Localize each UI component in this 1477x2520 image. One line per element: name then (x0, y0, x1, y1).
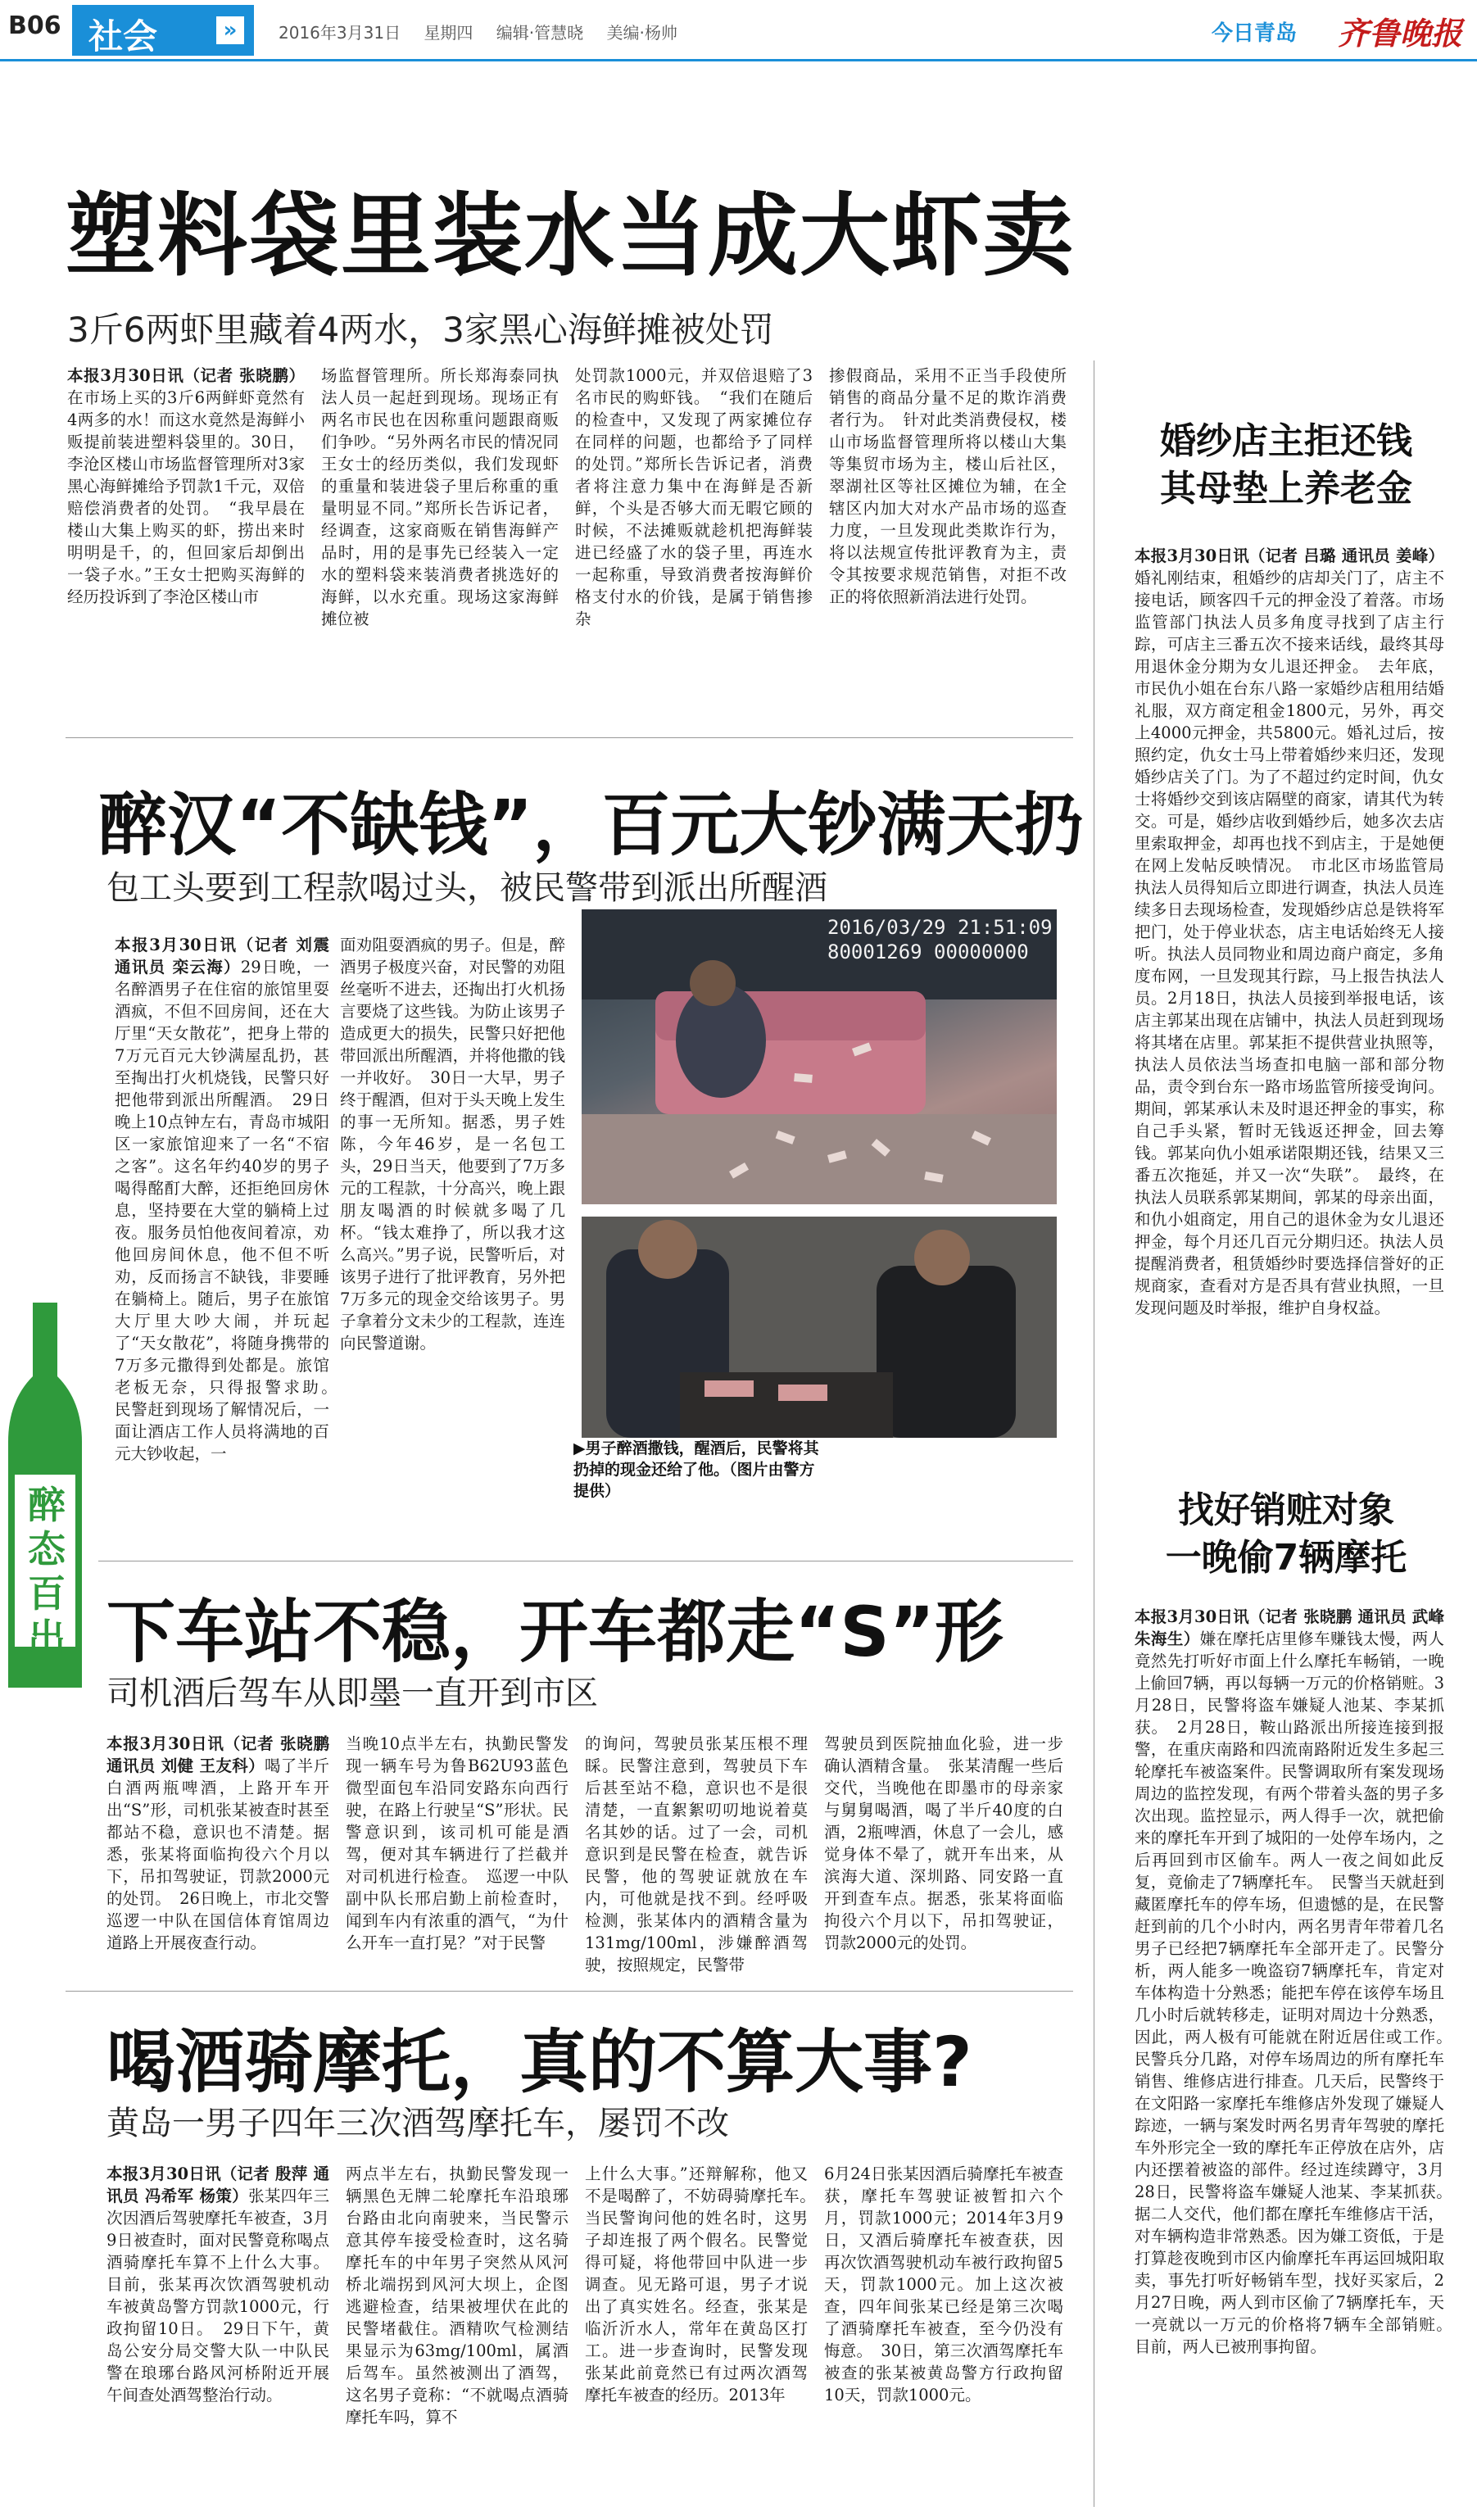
article-2-subhead: 包工头要到工程款喝过头，被民警带到派出所醒酒 (106, 869, 827, 907)
sidebar-story-2-headline-line-2: 一晚偷7辆摩托 (1165, 1537, 1407, 1579)
photo-police-return-cash (582, 1217, 1057, 1438)
bottle-label: 醉态百出 (28, 1483, 66, 1660)
article-3-subhead: 司机酒后驾车从即墨一直开到市区 (106, 1675, 598, 1712)
sidebar-story-2-headline (1114, 1487, 1458, 1582)
article-3-col-1 (106, 1733, 329, 1978)
designer-credit: 美编·杨帅 (606, 23, 677, 43)
sidebar-story-2-headline-line-1: 找好销赃对象 (1178, 1489, 1394, 1531)
article-1-col-1 (67, 365, 305, 725)
page-number: B06 (8, 11, 61, 40)
article-4-col-3: 上什么大事。”还辩解称，他又不是喝醉了，不妨碍骑摩托车。 当民警询问他的姓名时，这男子却连报了两个假名。民警觉得可疑，将他带回中队进一步调查。见无路可退，男子才说出了真实姓名。经查，张某是临沂沂水人，常年在黄岛区打工。进一步查询时，民警发现张某此前竟然已有过两次酒驾摩托车被查的经历。2013年 (585, 2164, 824, 2404)
paper-logo: 齐鲁晚报 (1337, 15, 1462, 52)
article-4-headline: 喝酒骑摩托，真的不算大事? (106, 2022, 972, 2102)
section-label: 社会 (88, 16, 158, 57)
article-1-col-4: 掺假商品，采用不正当手段使所销售的商品分量不足的欺诈消费者行为。 针对此类消费侵权，楼山市场监督管理所将以楼山大集等集贸市场为主，楼山后社区，翠湖社区等社区摊位为辅，在全辖区内加大对水产品市场的巡查力度，一旦发现此类欺诈行为，将以法规宣传批评教育为主，责令其按要求规范销售，对拒不改正的将依照新消法进行处罚。 (829, 366, 1067, 606)
issue-date: 2016年3月31日 (279, 23, 401, 43)
issue-meta (279, 20, 695, 43)
article-2-col-1 (115, 934, 346, 1557)
article-1-byline: 本报3月30日讯（记者 张晓鹏） (67, 366, 305, 385)
article-4-byline: 本报3月30日讯（记者 殷萍 通讯员 冯希军 杨策） (106, 2164, 329, 2205)
sidebar-story-1-body (1135, 545, 1444, 1483)
sidebar-story-1-headline (1114, 418, 1458, 513)
sidebar-story-2-text: 嫌在摩托店里修车赚钱太慢，两人竟然先打听好市面上什么摩托车畅销，一晚上偷回7辆，再以每辆一万元的价格销赃。3月28日，民警将盗车嫌疑人池某、李某抓获。 2月28日，鞍山路派出所接连接到报警，在重庆南路和四流南路附近发生多起三轮摩托车被盗案件。民警调取所有案发现场周边的监控发现，有两个带着头盔的男子多次出现。监控显示，两人得手一次，就把偷来的摩托车开到了城阳的一处停车场内，之后再回到市区偷车。两人一夜之间如此反复，竟偷走了7辆摩托车。 民警当天就赶到藏匿摩托车的停车场，但遗憾的是，在民警赶到前的几个小时内，两名男青年带着几名男子已经把7辆摩托车全部开走了。民警分析，两人能多一晚盗窃7辆摩托车，肯定对车体构造十分熟悉；能把车停在该停车场且几小时后就转移走，证明对周边十分熟悉，因此，两人极有可能就在附近居住或工作。 民警兵分几路，对停车场周边的所有摩托车销售、维修店进行排查。几天后，民警终于在文阳路一家摩托车维修店外发现了嫌疑人踪迹，一辆与案发时两名男青年驾驶的摩托车外形完全一致的摩托车正停放在店外，店内还摆着被盗的部件。经过连续蹲守，3月28日，民警将盗车嫌疑人池某、李某抓获。 据二人交代，他们都在摩托车维修店干活，对车辆构造非常熟悉。因为嫌工资低，于是打算趁夜晚到市区内偷摩托车再运回城阳取卖，事先打听好畅销车型，找好买家后，2月27日晚，两人到市区偷了7辆摩托车，天一亮就以一万元的价格将7辆车全部销赃。 目前，两人已被刑事拘留。 (1135, 1629, 1461, 2356)
paper-section-name: 今日青岛 (1211, 21, 1297, 46)
sidebar-story-1-text: 婚礼刚结束，租婚纱的店却关门了，店主不接电话，顾客四千元的押金没了着落。市场监管部门执法人员多角度寻找到了店主行踪，可店主三番五次不接来话线，最终其母用退休金分期为女儿退还押金。 去年底，市民仇小姐在台东八路一家婚纱店租用结婚礼服，双方商定租金1800元，另外，再交上4000元押金，共5800元。婚礼过后，按照约定，仇女士马上带着婚纱来归还，发现婚纱店关了门。为了不超过约定时间，仇女士将婚纱交到该店隔壁的商家，请其代为转交。可是，婚纱店收到婚纱后，她多次去店里索取押金，却再也找不到店主，于是她便在网上发帖反映情况。 市北区市场监管局执法人员得知后立即进行调查，执法人员连续多日去现场检查，发现婚纱店总是铁将军把门，处于停业状态，店主电话始终无人接听。执法人员同物业和周边商户商定，多角度布网，一旦发现其行踪，马上报告执法人员。2月18日，执法人员接到举报电话，该店主郭某出现在店铺中，执法人员赶到现场将其堵在店里。郭某拒不提供营业执照等，执法人员依法当场查扣电脑一部和部分物品，责令到台东一路市场监管所接受询问。期间，郭某承认未及时退还押金的事实，称自己手头紧，暂时无钱返还押金，回去筹钱。郭某向仇小姐承诺限期还钱，结果又三番五次拖延，并又一次“失联”。 最终，在执法人员联系郭某期间，郭某的母亲出面，和仇小姐商定，用自己的退休金为女儿退还押金，每个月还几百元分期归还。执法人员提醒消费者，租赁婚纱时要选择信誉好的正规商家，查看对方是否具有营业执照，一旦发现问题及时举报，维护自身权益。 (1135, 569, 1444, 1317)
article-1-col-2: 场监督管理所。所长郑海泰同执法人员一起赶到现场。现场正有两名市民也在因称重问题跟商贩们争吵。“另外两名市民的情况同王女士的经历类似，我们发现虾的重量和装进袋子里后称重的重量明显不同。”郑所长告诉记者，经调查，这家商贩在销售海鲜产品时，用的是事先已经装入一定水的塑料袋来装消费者挑选好的海鲜，以水充重。现场这家海鲜摊位被 (321, 366, 559, 628)
article-1-headline: 塑料袋里装水当成大虾卖 (66, 184, 1075, 288)
photo-camera-id: 80001269 00000000 (827, 940, 1029, 963)
article-2-col-2: 面劝阻耍酒疯的男子。但是，醉酒男子极度兴奋，对民警的劝阻丝毫听不进去，还掏出打火机扬言要烧了这些钱。为防止该男子造成更大的损失，民警只好把他带回派出所醒酒，并将他撒的钱一并收好。 30日一大早，男子终于醒酒，但对于头天晚上发生的事一无所知。据悉，男子姓陈，今年46岁，是一名包工头，29日当天，他要到了7万多元的工程款，十分高兴，晚上跟朋友喝酒的时候就多喝了几杯。“钱太难挣了，所以我才这么高兴。”男子说，民警听后，对该男子进行了批评教育，另外把7万多元的现金交给该男子。男子拿着分文未少的工程款，连连向民警道谢。 (340, 936, 565, 1353)
article-1-text-1: 在市场上买的3斤6两鲜虾竟然有4两多的水！而这水竟然是海鲜小贩提前装进塑料袋里的。30日，李沧区楼山市场监督管理所对3家黑心海鲜摊给予罚款1千元，双倍赔偿消费者的处罚。 “我早晨在楼山大集上购买的虾，捞出来时明明是千，的，但回家后却倒出一袋子水。”王女士把购买海鲜的经历投诉到了李沧区楼山市 (67, 388, 305, 606)
article-3-col-3: 的询问，驾驶员张某压根不理睬。民警注意到，驾驶员下车后甚至站不稳，意识也不是很清楚，一直絮絮叨叨地说着莫名其妙的话。过了一会，司机意识到是民警在检查，就告诉民警，他的驾驶证就放在车内，可他就是找不到。经呼吸检测，张某体内的酒精含量为131mg/100ml，涉嫌醉酒驾驶，按照规定，民警带 (585, 1734, 808, 1974)
sidebar-story-1-headline-line-2: 其母垫上养老金 (1160, 468, 1412, 510)
sidebar-story-1-byline: 本报3月30日讯（记者 吕璐 通讯员 姜峰） (1135, 546, 1444, 565)
article-4-subhead: 黄岛一男子四年三次酒驾摩托车，屡罚不改 (106, 2105, 729, 2142)
article-4-col-4: 6月24日张某因酒后骑摩托车被查获，摩托车驾驶证被暂扣六个月，罚款1000元；2014年3月9日，又酒后骑摩托车被查获，因再次饮酒驾驶机动车被行政拘留5天，罚款1000元。加上这次被查，四年间张某已经是第三次喝了酒骑摩托车被查，至今仍没有悔意。 30日，第三次酒驾摩托车被查的张某被黄岛警方行政拘留10天，罚款1000元。 (824, 2164, 1063, 2404)
article-3-col-2: 当晚10点半左右，执勤民警发现一辆车号为鲁B62U93蓝色微型面包车沿同安路东向西行驶，在路上行驶呈“S”形状。民警意识到，该司机可能是酒驾，便对其车辆进行了拦截并对司机进行检查。 巡逻一中队副中队长邢启勤上前检查时，闻到车内有浓重的酒气，“为什么开车一直打晃？”对于民警 (346, 1734, 569, 1952)
article-3-byline: 本报3月30日讯（记者 张晓鹏 通讯员 刘健 王友科） (106, 1734, 329, 1775)
sidebar-story-2-body (1135, 1606, 1461, 2507)
photo-hotel-cash (582, 909, 1057, 1204)
sidebar-story-2-byline: 本报3月30日讯（记者 张晓鹏 通讯员 武峰 朱海生） (1135, 1607, 1444, 1648)
article-1-subhead: 3斤6两虾里藏着4两水，3家黑心海鲜摊被处罚 (67, 310, 774, 350)
article-4-text-1: 张某四年三次因酒后驾驶摩托车被查，3月9日被查时，面对民警竟称喝点酒骑摩托车算不上什么大事。目前，张某再次饮酒驾驶机动车被黄岛警方罚款1000元，行政拘留10日。 29日下午，黄岛公安分局交警大队一中队民警在琅琊台路风河桥附近开展午间查处酒驾整治行动。 (106, 2187, 329, 2404)
article-3-col-4: 驾驶员到医院抽血化验，进一步确认酒精含量。 张某清醒一些后交代，当晚他在即墨市的母亲家与舅舅喝酒，喝了半斤40度的白酒，2瓶啤酒，休息了一会儿，感觉身体不晕了，就开车出来，从滨海大道、深圳路、同安路一直开到查车点。据悉，张某将面临拘役六个月以下，吊扣驾驶证，罚款2000元的处罚。 (824, 1734, 1063, 1952)
photo-caption: ▶男子醉酒撒钱，醒酒后，民警将其扔掉的现金还给了他。（图片由警方提供） (573, 1439, 819, 1500)
divider (66, 737, 1073, 738)
article-3-text-1: 喝了半斤白酒两瓶啤酒，上路开车开出“S”形，司机张某被查时甚至都站不稳，意识也不清楚。据悉，张某将面临拘役六个月以下，吊扣驾驶证，罚款2000元的处罚。 26日晚上，市北交警巡逻一中队在国信体育馆周边道路上开展夜查行动。 (106, 1756, 329, 1952)
photo-timestamp: 2016/03/29 21:51:09 (827, 916, 1053, 939)
sidebar-story-1-headline-line-1: 婚纱店主拒还钱 (1160, 420, 1412, 462)
editor-credit: 编辑·管慧晓 (496, 23, 584, 43)
article-4-col-2: 两点半左右，执勤民警发现一辆黑色无牌二轮摩托车沿琅琊台路由北向南驶来，当民警示意其停车接受检查时，这名骑摩托车的中年男子突然从风河桥北端拐到风河大坝上，企图逃避检查，结果被埋伏在此的民警堵截住。酒精吹气检测结果显示为63mg/100ml，属酒后驾车。虽然被测出了酒驾，这名男子竟称：“不就喝点酒骑摩托车吗，算不 (346, 2164, 569, 2427)
article-3-headline: 下车站不稳，开车都走“S”形 (106, 1592, 1004, 1672)
section-tab (72, 5, 254, 56)
issue-weekday: 星期四 (424, 23, 473, 43)
chevron-right-icon: » (216, 16, 244, 44)
article-1-col-3: 处罚款1000元，并双倍退赔了3名市民的购虾钱。 “我们在随后的检查中，又发现了两家摊位存在同样的问题，也都给予了同样的处罚。”郑所长告诉记者，消费者将注意力集中在海鲜是否新鲜，个头是否够大而无暇它顾的时候，不法摊贩就趁机把海鲜装进已经盛了水的袋子里，再连水一起称重，导致消费者按海鲜价格支付水的价钱，是属于销售掺杂 (575, 366, 813, 628)
article-2-byline: 本报3月30日讯（记者 刘震 通讯员 栾云海） (115, 936, 329, 977)
divider (66, 1991, 1073, 1992)
article-4-col-1 (106, 2163, 329, 2507)
page-header (0, 0, 1477, 61)
article-2-headline: 醉汉“不缺钱”，百元大钞满天扔 (98, 785, 1084, 865)
article-2-text-1: 29日晚，一名醉酒男子在住宿的旅馆里耍酒疯，不但不回房间，还在大厅里“天女散花”，把身上带的7万元百元大钞满屋乱扔，甚至掏出打火机烧钱，民警只好把他带到派出所醒酒。 29日晚上10点钟左右，青岛市城阳区一家旅馆迎来了一名“不宿之客”。这名年约40岁的男子喝得酩酊大醉，还拒绝回房休息，坚持要在大堂的躺椅上过夜。服务员怕他夜间着凉，劝他回房间休息，他不但不听劝，反而扬言不缺钱，非要睡在躺椅上。随后，男子在旅馆大厅里大吵大闹，并玩起了“天女散花”，将随身携带的7万多元撒得到处都是。旅馆老板无奈，只得报警求助。 民警赶到现场了解情况后，一面让酒店工作人员将满地的百元大钞收起，一 (115, 958, 346, 1463)
photo-police-image (582, 1217, 1057, 1438)
